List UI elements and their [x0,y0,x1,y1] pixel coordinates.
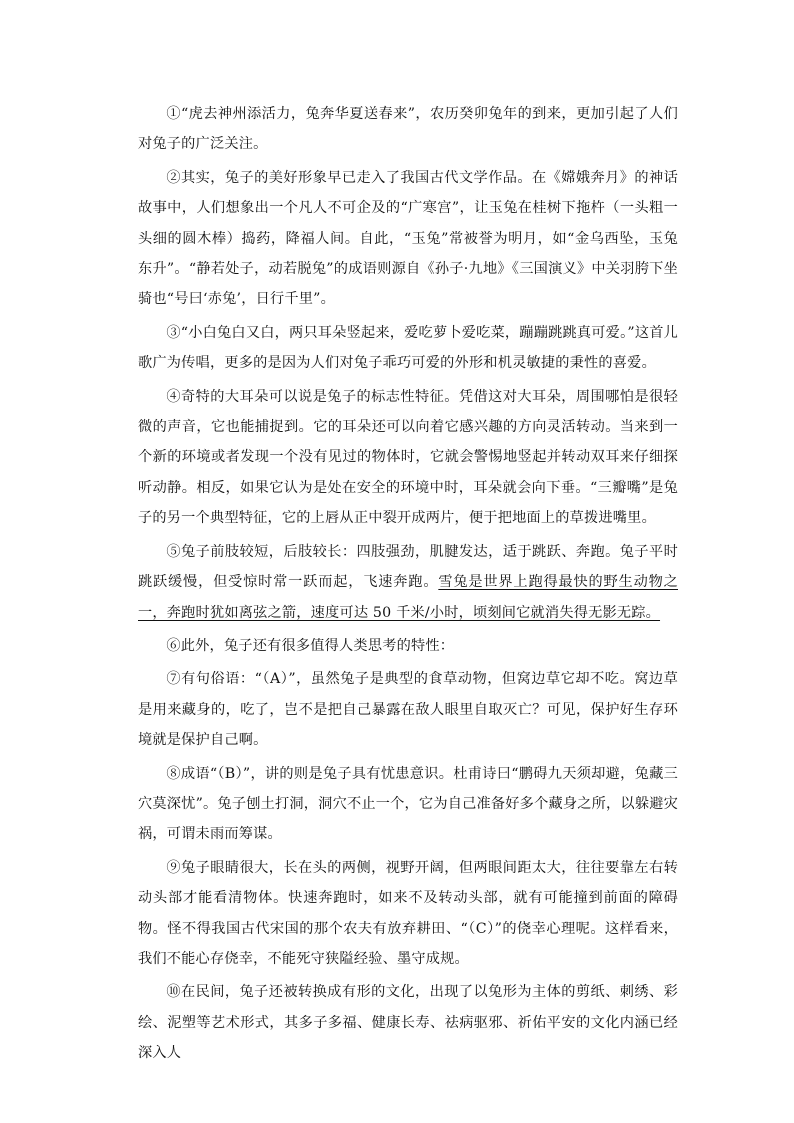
paragraph-9 [138,853,678,975]
paragraph-8 [138,759,678,850]
paragraph-text: ⑥此外，兔子还有很多值得人类思考的特性： [166,637,455,654]
paragraph-text: ③“小白兔白又白，两只耳朵竖起来，爱吃萝卜爱吃菜，蹦蹦跳跳真可爱。”这首儿歌广为传唱，更多的是因为人们对兔子乖巧可爱的外形和机灵敏捷的秉性的喜爱。 [138,324,678,372]
article-body [138,99,678,1069]
paragraph-2 [138,163,678,315]
paragraph-text: ⑧成语“（B）”，讲的则是兔子具有忧患意识。杜甫诗曰“鹏碍九天须却避，兔藏三穴莫深忧”。兔子刨土打洞，洞穴不止一个，它为自己准备好多个藏身之所，以躲避灾祸，可谓未雨而筹谋。 [138,765,678,843]
paragraph-text: ⑩在民间，兔子还被转换成有形的文化，出现了以兔形为主体的剪纸、刺绣、彩绘、泥塑等艺术形式，其多子多福、健康长寿、祛病驱邪、祈佑平安的文化内涵已经深入人 [138,984,678,1062]
underlined-sentence: 雪兔是世界上跑得最快的野生动物之一，奔跑时犹如离弦之箭，速度可达 50 千米/小时，顷刻间它就消失得无影无踪。 [138,574,678,621]
paragraph-text: ②其实，兔子的美好形象早已走入了我国古代文学作品。在《嫦娥奔月》的神话故事中，人们想象出一个凡人不可企及的“广寒宫”，让玉兔在桂树下拖杵（一头粗一头细的圆木棒）捣药，降福人间。自此，“玉兔”常被誉为明月，如“金乌西坠，玉兔东升”。“静若处子，动若脱兔”的成语则源自《孙子·九地》《三国演义》中关羽胯下坐骑也“号曰‘赤兔’，日行千里”。 [138,169,678,308]
paragraph-text: ⑦有句俗语：“（A）”，虽然兔子是典型的食草动物，但窝边草它却不吃。窝边草是用来藏身的，吃了，岂不是把自己暴露在敌人眼里自取灭亡？可见，保护好生存环境就是保护自己啊。 [138,671,678,749]
paragraph-7 [138,664,678,755]
paragraph-text: ⑤兔子前肢较短，后肢较长：四肢强劲，肌腱发达，适于跳跃、奔跑。兔子平时跳跃缓慢，但受惊时常一跃而起，飞速奔跑。 [138,543,678,591]
paragraph-3 [138,318,678,379]
paragraph-text: ⑨兔子眼睛很大，长在头的两侧，视野开阔，但两眼间距太大，往往要靠左右转动头部才能看清物体。快速奔跑时，如来不及转动头部，就有可能撞到前面的障碍物。怪不得我国古代宋国的那个农夫有放弃耕田、“（C）”的侥幸心理呢。这样看来，我们不能心存侥幸，不能死守狭隘经验、墨守成规。 [138,859,678,967]
paragraph-5 [138,537,678,628]
paragraph-6 [138,631,678,661]
paragraph-4 [138,382,678,534]
paragraph-text: ①“虎去神州添活力，兔奔华夏送春来”，农历癸卯兔年的到来，更加引起了人们对兔子的广泛关注。 [138,106,678,153]
paragraph-text: ④奇特的大耳朵可以说是兔子的标志性特征。凭借这对大耳朵，周围哪怕是很轻微的声音，它也能捕捉到。它的耳朵还可以向着它感兴趣的方向灵活转动。当来到一个新的环境或者发现一个没有见过的物体时，它就会警惕地竖起并转动双耳来仔细探听动静。相反，如果它认为是处在安全的环境中时，耳朵就会向下垂。“三瓣嘴”是兔子的另一个典型特征，它的上唇从正中裂开成两片，便于把地面上的草拨进嘴里。 [138,388,678,527]
paragraph-10 [138,977,678,1068]
paragraph-1 [138,99,678,160]
